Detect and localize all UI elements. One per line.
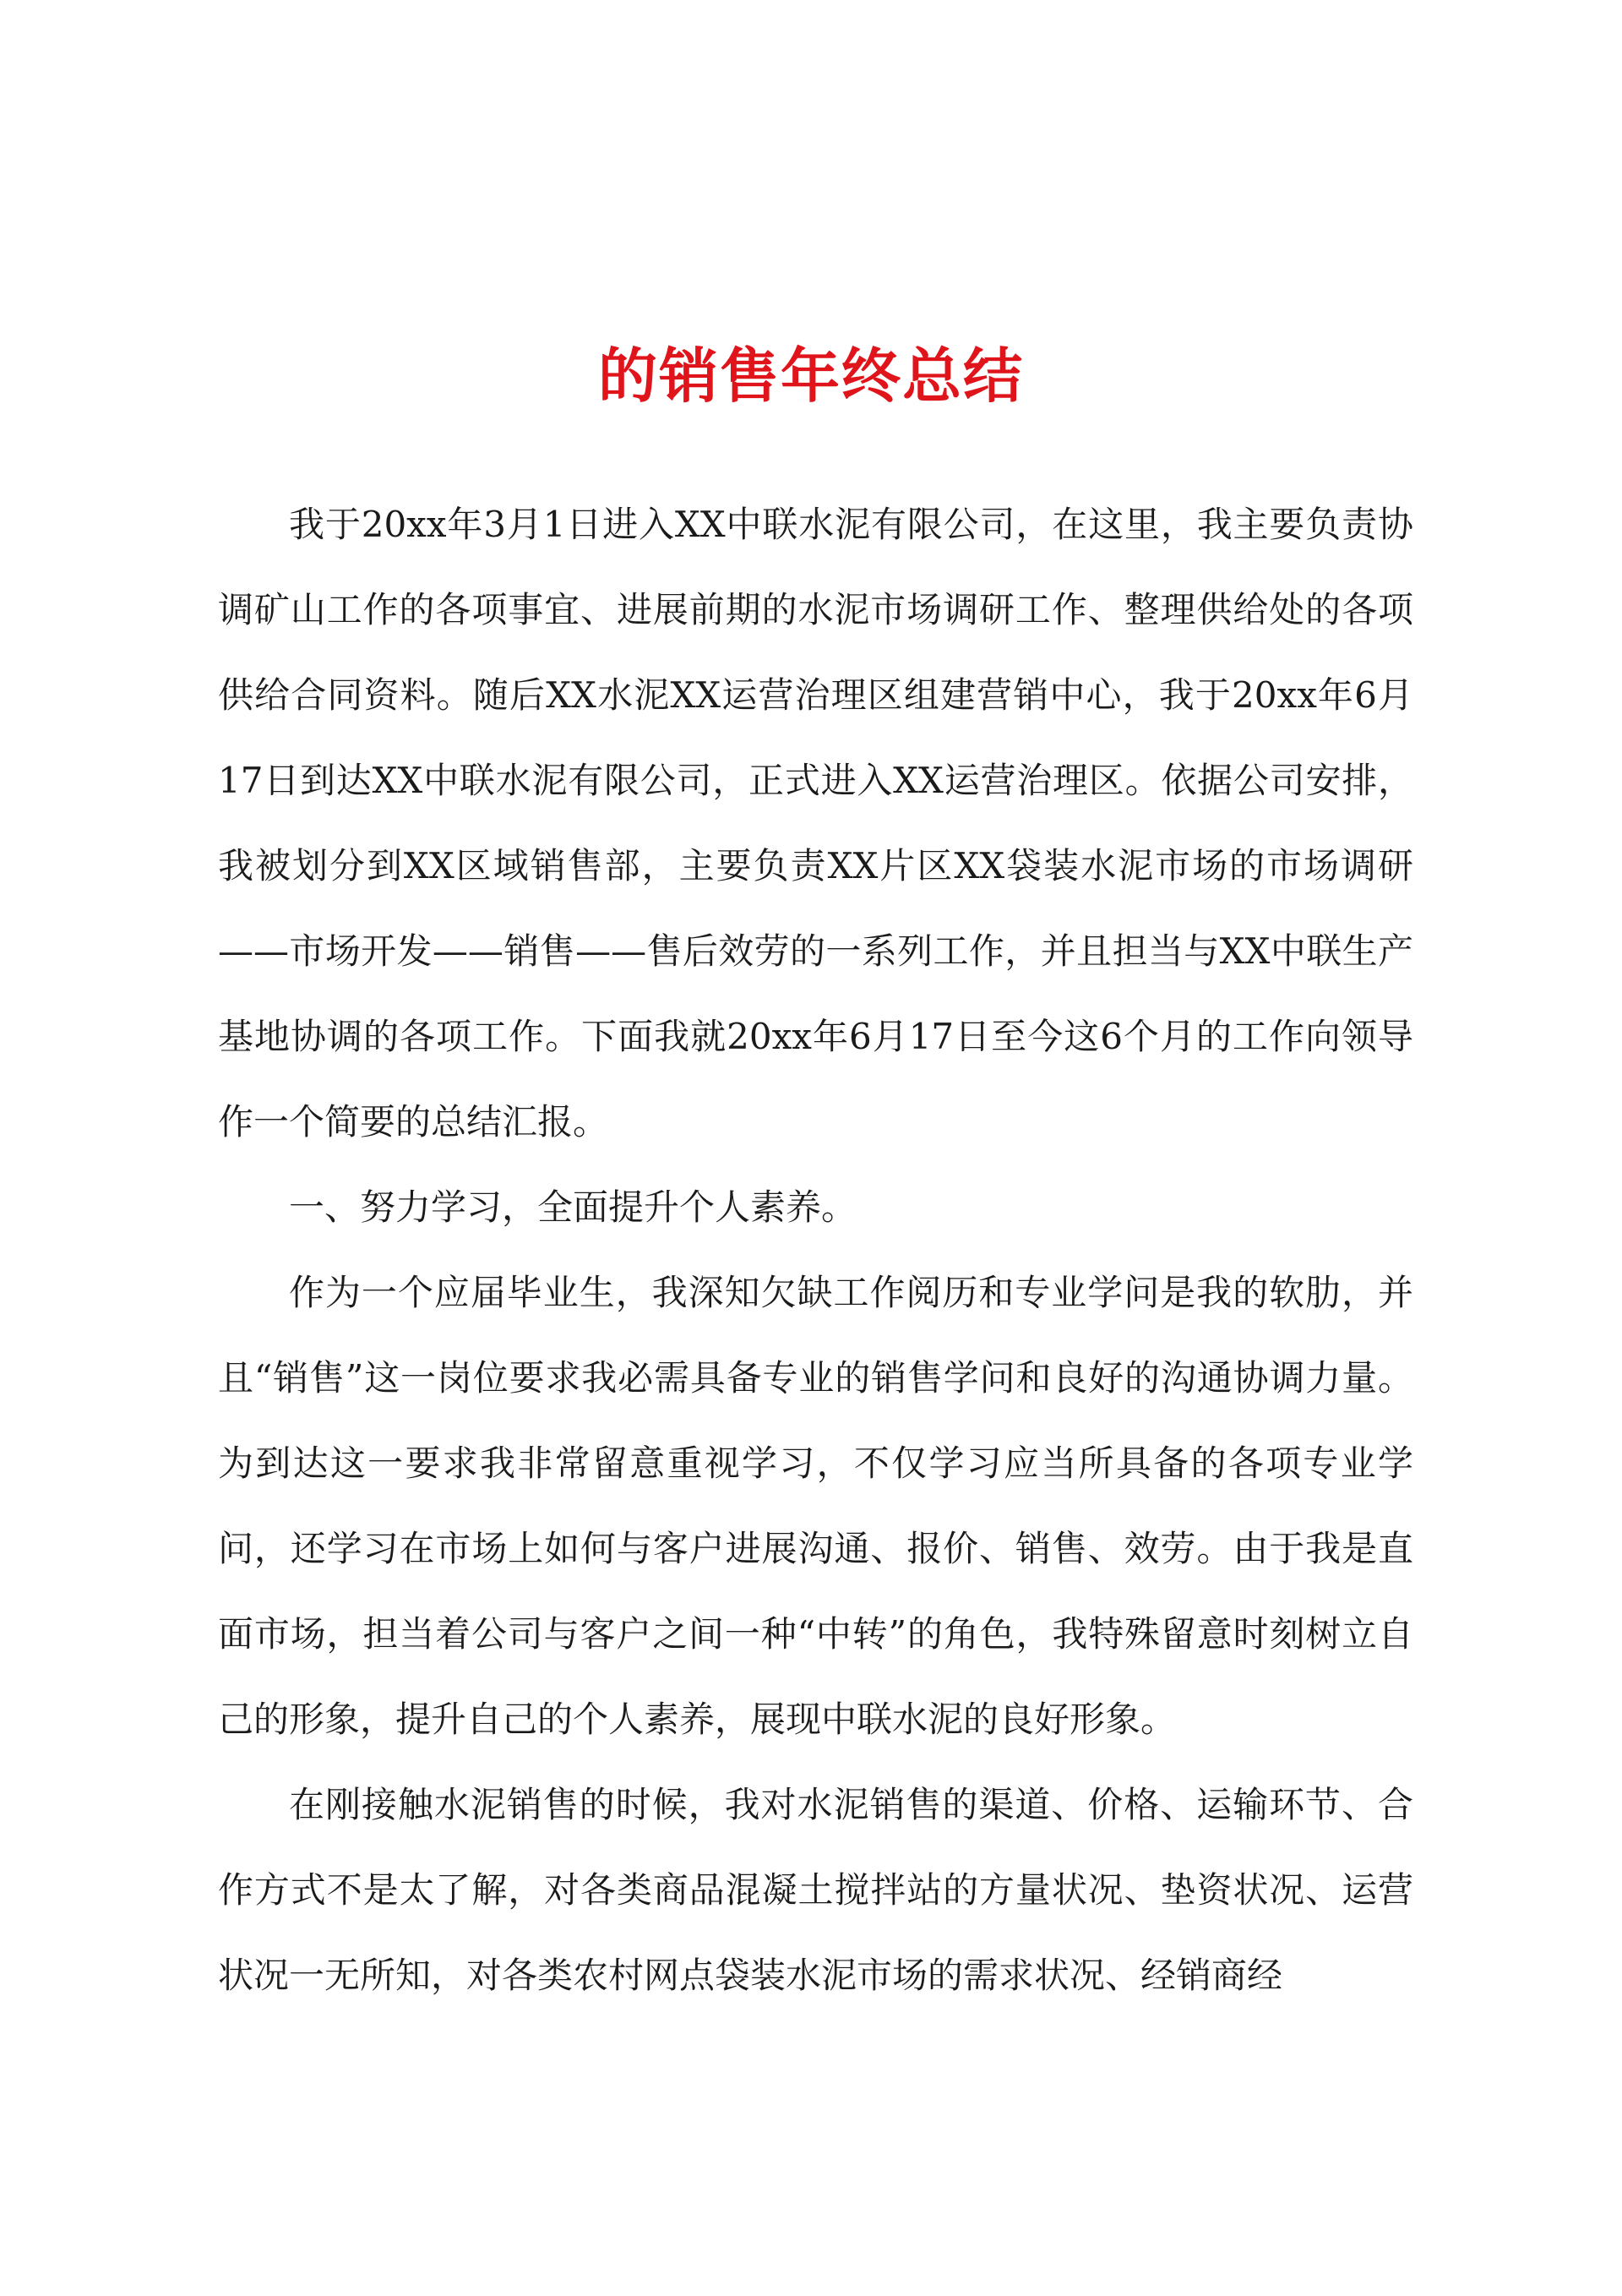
section-heading-1: 一、努力学习，全面提升个人素养。 — [289, 1186, 857, 1228]
paragraph-learning: 作为一个应届毕业生，我深知欠缺工作阅历和专业学问是我的软肋，并且“销售”这一岗位要求我必需具备专业的销售学问和良好的沟通协调力量。为到达这一要求我非常留意重视学习，不仅学习应当所具备的各项专业学问，还学习在市场上如何与客户进展沟通、报价、销售、效劳。由于我是直面市场，担当着公司与客户之间一种“中转”的角色，我特殊留意时刻树立自己的形象，提升自己的个人素养，展现中联水泥的良好形象。 — [218, 1272, 1413, 1740]
document-title: 的销售年终总结 — [598, 341, 1024, 411]
document-body — [218, 482, 1413, 2018]
paragraph-early-sales: 在刚接触水泥销售的时候，我对水泥销售的渠道、价格、运输环节、合作方式不是太了解，对各类商品混凝土搅拌站的方量状况、垫资状况、运营状况一无所知，对各类农村网点袋装水泥市场的需求状况、经销商经 — [218, 1784, 1413, 1996]
paragraph-intro: 我于20xx年3月1日进入XX中联水泥有限公司，在这里，我主要负责协调矿山工作的各项事宜、进展前期的水泥市场调研工作、整理供给处的各项供给合同资料。随后XX水泥XX运营治理区组建营销中心，我于20xx年6月17日到达XX中联水泥有限公司，正式进入XX运营治理区。依据公司安排，我被划分到XX区域销售部，主要负责XX片区XX袋装水泥市场的市场调研——市场开发——销售——售后效劳的一系列工作，并且担当与XX中联生产基地协调的各项工作。下面我就20xx年6月17日至今这6个月的工作向领导作一个简要的总结汇报。 — [218, 504, 1413, 1143]
